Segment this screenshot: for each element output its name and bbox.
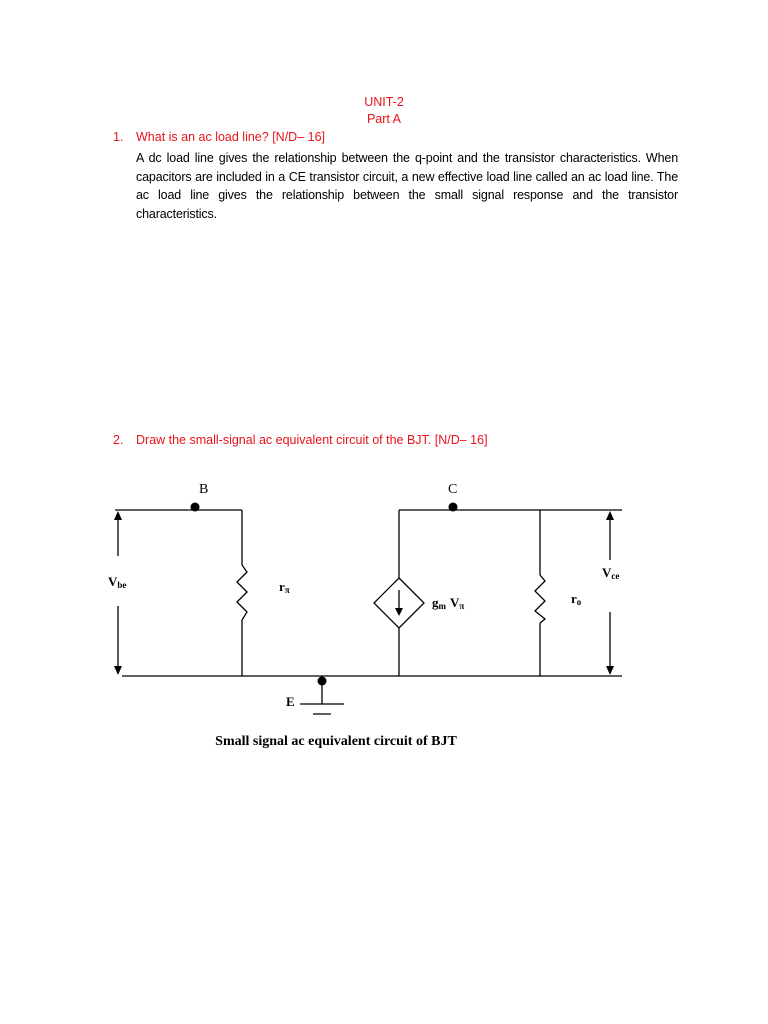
current-arrowhead	[395, 608, 403, 616]
circuit-caption: Small signal ac equivalent circuit of BJT	[215, 734, 457, 749]
node-base-dot	[191, 503, 200, 512]
vbe-label: Vbe	[108, 574, 127, 590]
unit-title: UNIT-2	[364, 95, 404, 109]
part-title: Part A	[366, 112, 402, 126]
node-base-label: B	[199, 482, 209, 497]
vce-arrowhead-up	[606, 511, 614, 520]
node-emitter-label: E	[286, 694, 295, 709]
node-emitter-dot	[318, 677, 327, 686]
rpi-resistor	[237, 565, 247, 620]
vbe-arrowhead-down	[114, 666, 122, 675]
vbe-arrowhead-up	[114, 511, 122, 520]
gm-vpi-label: gm Vπ	[432, 595, 465, 611]
node-collector-dot	[449, 503, 458, 512]
question-1-text: What is an ac load line? [N/D– 16]	[136, 130, 325, 144]
question-1-answer: A dc load line gives the relationship between the q-point and the transistor characteristics. When capacitors are included in a CE transistor circuit, a new effective load line called an ac load line. The ac load line gives the relationship between the small signal response and the transistor characteristics.	[136, 151, 678, 221]
vce-arrowhead-down	[606, 666, 614, 675]
question-1-number: 1.	[113, 130, 124, 144]
ro-label: ro	[571, 591, 582, 607]
ro-resistor	[535, 575, 545, 623]
vce-label: Vce	[602, 565, 620, 581]
node-collector-label: C	[448, 482, 458, 497]
question-2-text: Draw the small-signal ac equivalent circuit of the BJT. [N/D– 16]	[136, 433, 488, 447]
rpi-label: rπ	[279, 579, 290, 595]
question-2-number: 2.	[113, 433, 124, 447]
